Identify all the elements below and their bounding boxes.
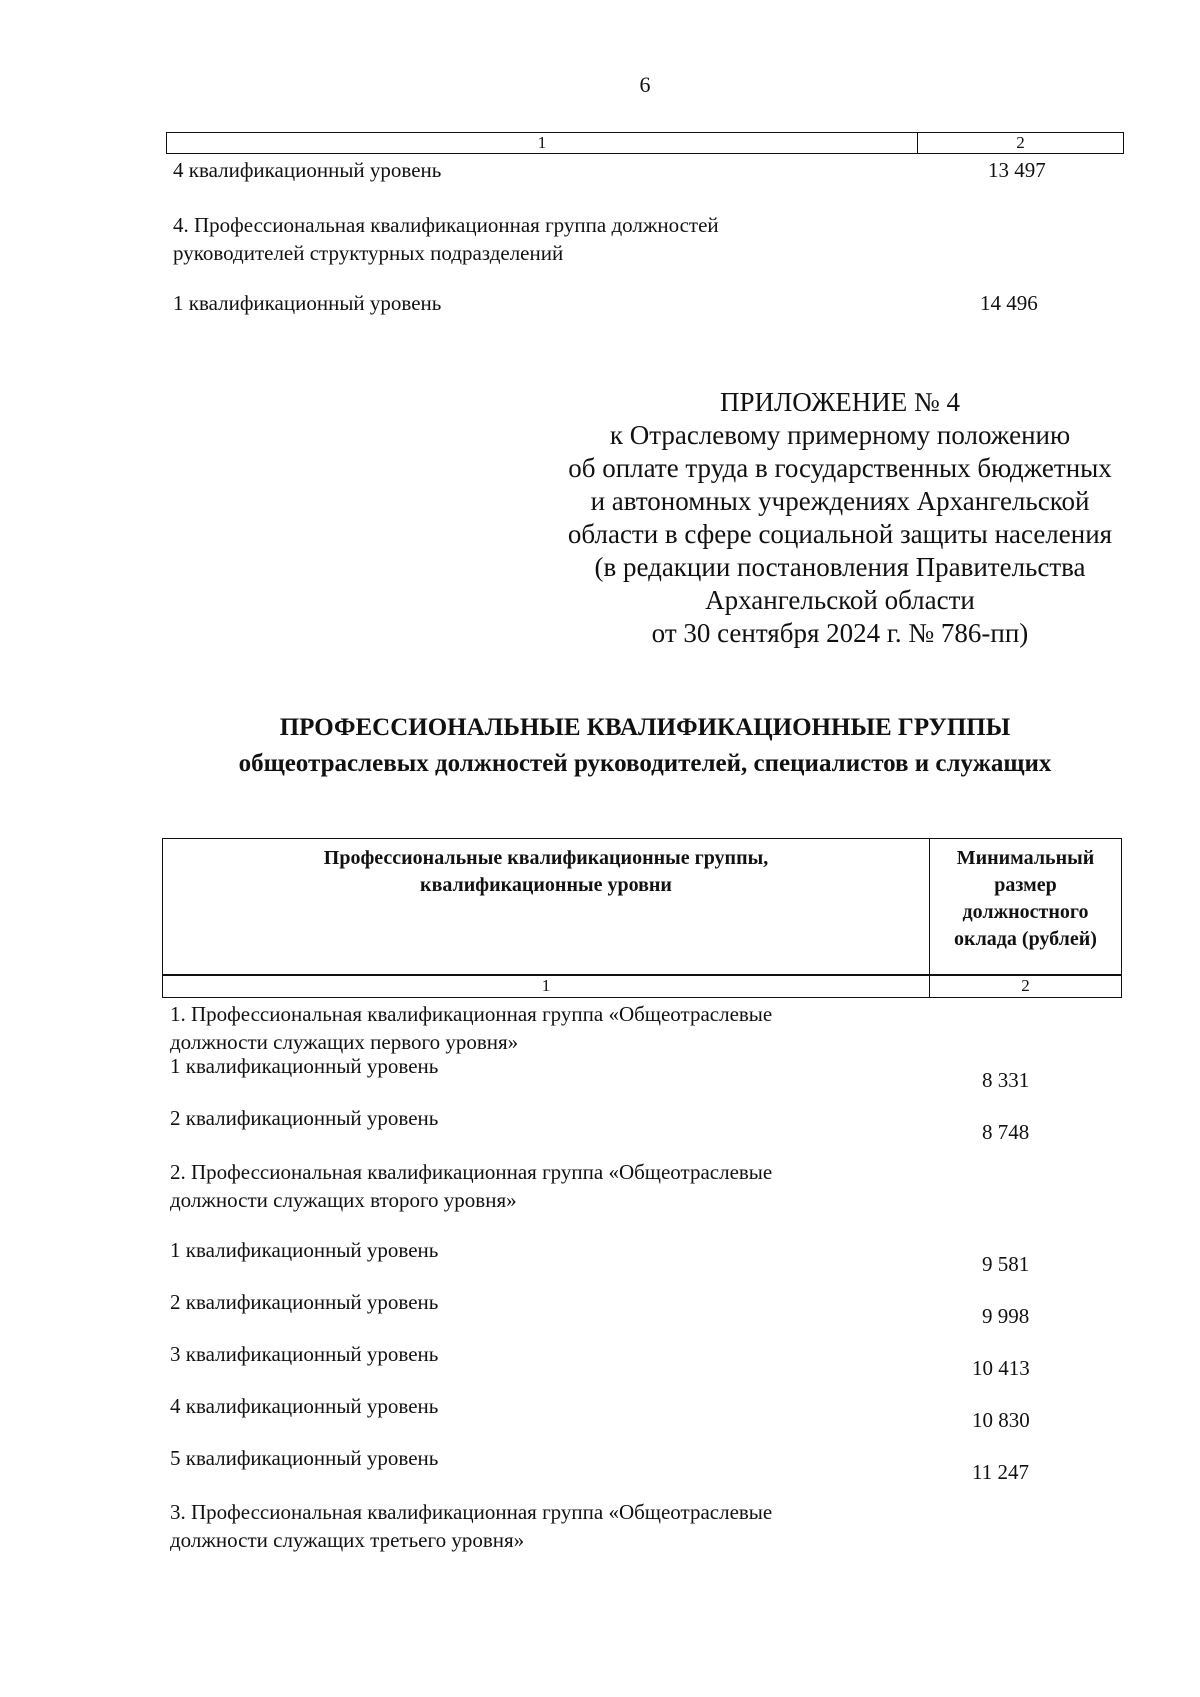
row-value: 11 247 xyxy=(972,1460,1029,1484)
appendix-line: и автономных учреждениях Архангельской xyxy=(590,486,1090,516)
appendix-line: Архангельской области xyxy=(705,585,975,615)
document-heading xyxy=(0,710,1200,782)
row-label: 4 квалификационный уровень xyxy=(173,158,442,182)
row-value: 8 748 xyxy=(982,1120,1030,1144)
group-title-line: руководителей структурных подразделений xyxy=(173,241,564,265)
group-title-line: 2. Профессиональная квалификационная группа «Общеотраслевые xyxy=(170,1160,773,1184)
row-label: 1 квалификационный уровень xyxy=(173,291,442,315)
column-number-2: 2 xyxy=(1021,976,1030,995)
row-value: 10 830 xyxy=(972,1408,1030,1432)
row-value: 10 413 xyxy=(972,1356,1030,1380)
column-number-1: 1 xyxy=(163,975,930,997)
group-title-line: 3. Профессиональная квалификационная группа «Общеотраслевые xyxy=(170,1500,773,1524)
header-line: Минимальный xyxy=(956,847,1095,869)
row-value: 14 496 xyxy=(980,291,1038,315)
header-line: Профессиональные квалификационные группы, xyxy=(323,847,769,869)
group-title-line: 1. Профессиональная квалификационная группа «Общеотраслевые xyxy=(170,1002,773,1026)
row-label: 1 квалификационный уровень xyxy=(170,1054,439,1078)
group-title xyxy=(170,1000,772,1056)
column-number-2: 2 xyxy=(1016,133,1025,152)
group-title-line: 4. Профессиональная квалификационная группа должностей xyxy=(173,213,719,237)
table-header xyxy=(162,838,1122,976)
appendix-line: к Отраслевому примерному положению xyxy=(609,420,1071,450)
row-label: 1 квалификационный уровень xyxy=(170,1238,439,1262)
header-groups xyxy=(163,839,930,975)
table-column-numbers xyxy=(162,974,1122,998)
header-line: оклада (рублей) xyxy=(954,928,1097,950)
header-line: квалификационные уровни xyxy=(420,874,672,896)
group-title xyxy=(170,1158,772,1214)
appendix-block xyxy=(500,386,1180,650)
row-label: 2 квалификационный уровень xyxy=(170,1290,439,1314)
header-line: размер xyxy=(994,874,1057,896)
column-number-1: 1 xyxy=(167,133,918,153)
appendix-line: ПРИЛОЖЕНИЕ № 4 xyxy=(719,387,961,417)
row-label: 2 квалификационный уровень xyxy=(170,1106,439,1130)
row-label: 4 квалификационный уровень xyxy=(170,1394,439,1418)
row-value: 13 497 xyxy=(988,158,1046,182)
appendix-line: (в редакции постановления Правительства xyxy=(594,552,1086,582)
group-title xyxy=(173,211,719,267)
page-number: 6 xyxy=(639,72,651,97)
group-title xyxy=(170,1498,772,1554)
row-value: 9 998 xyxy=(982,1304,1030,1328)
appendix-line: области в сфере социальной защиты населения xyxy=(567,519,1113,549)
row-label: 5 квалификационный уровень xyxy=(170,1446,439,1470)
heading-line-2: общеотраслевых должностей руководителей, специалистов и служащих xyxy=(238,750,1052,777)
appendix-line: от 30 сентября 2024 г. № 786-пп) xyxy=(651,618,1029,648)
group-title-line: должности служащих первого уровня» xyxy=(170,1030,519,1054)
group-title-line: должности служащих второго уровня» xyxy=(170,1188,517,1212)
header-salary xyxy=(930,839,1121,975)
row-value: 8 331 xyxy=(982,1068,1030,1092)
heading-line-1: ПРОФЕССИОНАЛЬНЫЕ КВАЛИФИКАЦИОННЫЕ ГРУППЫ xyxy=(279,714,1011,741)
row-label: 3 квалификационный уровень xyxy=(170,1342,439,1366)
header-line: должностного xyxy=(962,901,1089,923)
appendix-line: об оплате труда в государственных бюджетных xyxy=(568,453,1112,483)
row-value: 9 581 xyxy=(982,1252,1030,1276)
continuation-table-header xyxy=(166,132,1124,154)
group-title-line: должности служащих третьего уровня» xyxy=(170,1528,525,1552)
